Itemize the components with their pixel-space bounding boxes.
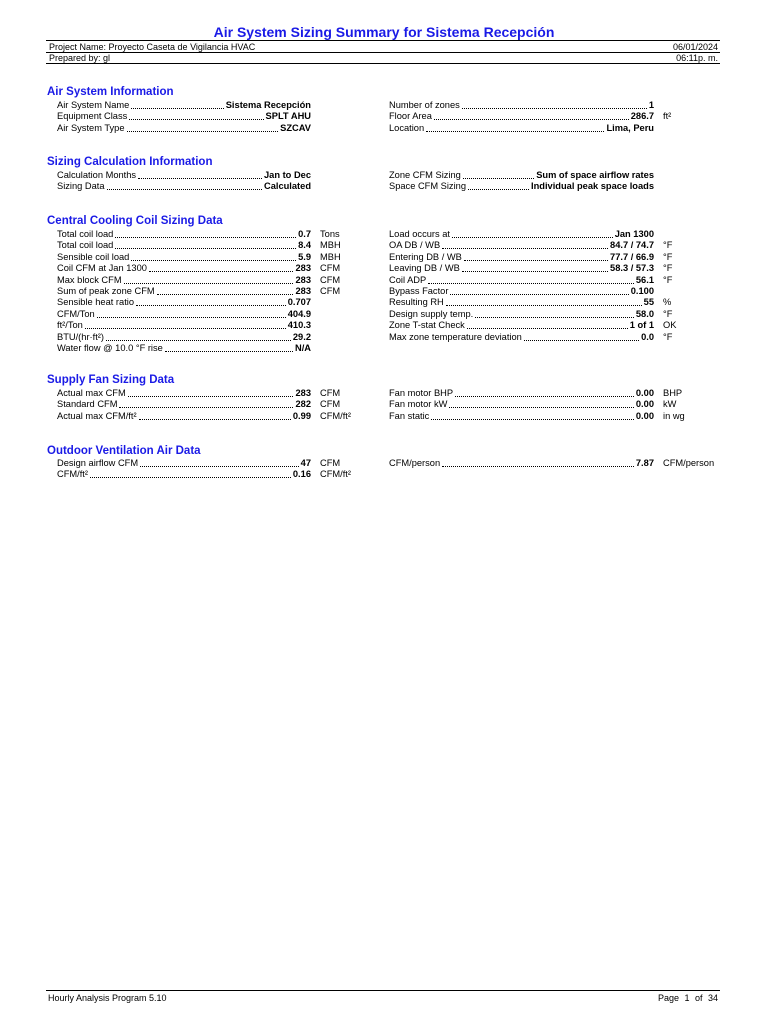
field-value: Sistema Recepción <box>225 100 311 110</box>
field-value: 56.1 <box>635 274 654 285</box>
air-system-left-row <box>57 123 311 134</box>
field-value: 283 <box>295 286 311 296</box>
dot-leader <box>90 477 291 478</box>
dot-leader <box>124 283 294 284</box>
dot-leader <box>524 340 639 341</box>
field-unit: CFM/person <box>663 458 715 468</box>
dot-leader <box>106 340 291 341</box>
supply-fan-left-row <box>57 411 311 422</box>
field-label: BTU/(hr·ft²) <box>57 331 104 342</box>
dot-leader <box>157 294 294 295</box>
sizing-calc-left-row <box>57 181 311 192</box>
cooling-coil-left-row <box>57 309 311 320</box>
sizing-calc-left-row <box>57 170 311 181</box>
field-label: Coil CFM at Jan 1300 <box>57 263 147 274</box>
dot-leader <box>131 108 223 109</box>
dot-leader <box>128 396 294 397</box>
cooling-coil-right-row <box>389 286 654 297</box>
field-label: Entering DB / WB <box>389 251 462 262</box>
dot-leader <box>136 305 286 306</box>
field-value: 0.100 <box>630 286 654 296</box>
field-unit: CFM <box>320 388 341 398</box>
field-label: Max block CFM <box>57 274 122 285</box>
field-label: Fan motor kW <box>389 399 448 410</box>
field-value: Individual peak space loads <box>531 181 654 192</box>
field-value: 7.87 <box>635 458 654 468</box>
air-system-right-row <box>389 111 654 122</box>
field-unit: BHP <box>663 388 683 398</box>
dot-leader <box>446 305 642 306</box>
field-value: 58.3 / 57.3 <box>610 263 654 274</box>
dot-leader <box>149 271 294 272</box>
field-unit: °F <box>663 274 673 285</box>
supply-fan-left-row <box>57 399 311 410</box>
section-title-air-system: Air System Information <box>47 86 174 98</box>
dot-leader <box>115 237 296 238</box>
field-label: Sum of peak zone CFM <box>57 286 155 296</box>
field-value: 283 <box>295 274 311 285</box>
dot-leader <box>455 396 634 397</box>
field-unit: CFM/ft² <box>320 410 351 421</box>
dot-leader <box>475 317 634 318</box>
section-title-supply-fan: Supply Fan Sizing Data <box>47 374 175 386</box>
cooling-coil-right-row <box>389 320 654 331</box>
cooling-coil-left-row <box>57 343 311 354</box>
field-label: Fan static <box>389 410 430 421</box>
field-unit: °F <box>663 331 673 342</box>
cooling-coil-left-row <box>57 229 311 240</box>
field-unit: °F <box>663 308 673 319</box>
project-name: Project Name: Proyecto Caseta de Vigilancia HVAC <box>49 42 256 52</box>
dot-leader <box>450 294 628 295</box>
field-value: 84.7 / 74.7 <box>610 240 654 251</box>
field-unit: MBH <box>320 240 341 251</box>
dot-leader <box>139 419 291 420</box>
field-label: Floor Area <box>389 111 432 122</box>
air-system-left-row <box>57 100 311 111</box>
air-system-right-row <box>389 123 654 134</box>
field-unit: CFM <box>320 458 341 468</box>
dot-leader <box>107 189 262 190</box>
field-label: Location <box>389 122 425 133</box>
dot-leader <box>127 131 279 132</box>
field-label: Zone T-stat Check <box>389 320 465 331</box>
field-label: Sensible heat ratio <box>57 297 135 308</box>
field-value: 404.9 <box>287 308 311 319</box>
field-value: 410.3 <box>287 320 311 331</box>
supply-fan-left-row <box>57 388 311 399</box>
dot-leader <box>468 189 529 190</box>
field-label: Zone CFM Sizing <box>389 170 461 180</box>
report-title: Air System Sizing Summary for Sistema Recepción <box>213 24 555 40</box>
field-label: Total coil load <box>57 229 114 239</box>
field-label: Design airflow CFM <box>57 458 139 468</box>
field-value: N/A <box>294 343 311 353</box>
field-unit: CFM <box>320 263 341 274</box>
dot-leader <box>463 178 534 179</box>
field-value: 0.0 <box>641 331 654 342</box>
field-label: Sizing Data <box>57 181 105 192</box>
field-value: 1 of 1 <box>629 320 654 331</box>
field-label: CFM/Ton <box>57 308 95 319</box>
cooling-coil-right-row <box>389 252 654 263</box>
field-unit: % <box>663 297 672 308</box>
field-value: 0.16 <box>292 469 311 480</box>
header-divider <box>46 52 720 53</box>
field-label: Coil ADP <box>389 274 427 285</box>
field-label: Actual max CFM <box>57 388 126 398</box>
field-value: 47 <box>300 458 311 468</box>
sizing-calc-right-row <box>389 170 654 181</box>
ventilation-left-row <box>57 458 311 469</box>
field-label: CFM/ft² <box>57 469 88 480</box>
field-value: Jan to Dec <box>263 170 311 180</box>
field-value: Calculated <box>263 181 311 192</box>
cooling-coil-left-row <box>57 297 311 308</box>
field-value: 283 <box>295 388 311 398</box>
dot-leader <box>428 283 634 284</box>
supply-fan-right-row <box>389 388 654 399</box>
ventilation-left-row <box>57 469 311 480</box>
field-label: Standard CFM <box>57 399 118 410</box>
dot-leader <box>426 131 604 132</box>
cooling-coil-right-row <box>389 297 654 308</box>
field-label: Leaving DB / WB <box>389 263 460 274</box>
dot-leader <box>452 237 613 238</box>
dot-leader <box>442 248 608 249</box>
field-value: 5.9 <box>298 251 311 262</box>
cooling-coil-left-row <box>57 275 311 286</box>
cooling-coil-left-row <box>57 286 311 297</box>
field-value: 58.0 <box>635 308 654 319</box>
field-value: 0.7 <box>298 229 311 239</box>
field-value: SZCAV <box>280 122 311 133</box>
dot-leader <box>462 271 608 272</box>
dot-leader <box>449 407 634 408</box>
field-value: Jan 1300 <box>614 229 654 239</box>
field-value: 286.7 <box>630 111 654 122</box>
air-system-right-row <box>389 100 654 111</box>
dot-leader <box>131 260 296 261</box>
dot-leader <box>85 328 286 329</box>
dot-leader <box>129 119 263 120</box>
field-unit: OK <box>663 320 677 331</box>
field-value: 55 <box>643 297 654 308</box>
field-unit: ft² <box>663 111 672 122</box>
field-label: OA DB / WB <box>389 240 441 251</box>
field-label: Max zone temperature deviation <box>389 331 522 342</box>
field-unit: CFM <box>320 399 341 410</box>
field-label: Sensible coil load <box>57 251 130 262</box>
program-name: Hourly Analysis Program 5.10 <box>48 993 167 1003</box>
report-time: 06:11p. m. <box>676 53 718 63</box>
report-header <box>46 40 720 64</box>
dot-leader <box>467 328 628 329</box>
dot-leader <box>165 351 293 352</box>
cooling-coil-right-row <box>389 240 654 251</box>
section-title-ventilation: Outdoor Ventilation Air Data <box>47 445 201 457</box>
dot-leader <box>464 260 608 261</box>
field-value: 8.4 <box>298 240 311 251</box>
field-value: 0.00 <box>635 410 654 421</box>
field-label: Resulting RH <box>389 297 444 308</box>
dot-leader <box>115 248 296 249</box>
field-unit: °F <box>663 263 673 274</box>
field-label: Calculation Months <box>57 170 137 180</box>
field-unit: kW <box>663 399 677 410</box>
field-label: Total coil load <box>57 240 114 251</box>
dot-leader <box>97 317 286 318</box>
section-title-sizing-calc: Sizing Calculation Information <box>47 156 213 168</box>
field-unit: CFM/ft² <box>320 469 351 480</box>
field-unit: °F <box>663 240 673 251</box>
dot-leader <box>431 419 634 420</box>
field-label: Air System Type <box>57 122 125 133</box>
dot-leader <box>462 108 647 109</box>
supply-fan-right-row <box>389 411 654 422</box>
field-value: SPLT AHU <box>265 111 311 122</box>
section-title-cooling-coil: Central Cooling Coil Sizing Data <box>47 215 223 227</box>
field-value: 0.707 <box>287 297 311 308</box>
field-value: 0.00 <box>635 388 654 398</box>
dot-leader <box>140 466 299 467</box>
field-value: Sum of space airflow rates <box>536 170 654 180</box>
field-label: Bypass Factor <box>389 286 449 296</box>
field-value: 0.99 <box>292 410 311 421</box>
field-label: Air System Name <box>57 100 130 110</box>
field-value: 1 <box>648 100 654 110</box>
field-label: Load occurs at <box>389 229 450 239</box>
prepared-by: Prepared by: gl <box>49 53 111 63</box>
cooling-coil-right-row <box>389 229 654 240</box>
field-unit: °F <box>663 251 673 262</box>
field-unit: Tons <box>320 229 340 239</box>
cooling-coil-right-row <box>389 309 654 320</box>
dot-leader <box>138 178 262 179</box>
cooling-coil-left-row <box>57 263 311 274</box>
field-label: ft²/Ton <box>57 320 83 331</box>
cooling-coil-left-row <box>57 252 311 263</box>
cooling-coil-left-row <box>57 332 311 343</box>
field-label: Water flow @ 10.0 °F rise <box>57 343 163 353</box>
field-value: 0.00 <box>635 399 654 410</box>
cooling-coil-left-row <box>57 240 311 251</box>
field-value: 283 <box>295 263 311 274</box>
sizing-calc-right-row <box>389 181 654 192</box>
cooling-coil-left-row <box>57 320 311 331</box>
air-system-left-row <box>57 111 311 122</box>
field-label: Number of zones <box>389 100 460 110</box>
field-unit: MBH <box>320 251 341 262</box>
field-label: Fan motor BHP <box>389 388 454 398</box>
field-label: Actual max CFM/ft² <box>57 410 137 421</box>
field-label: Equipment Class <box>57 111 128 122</box>
ventilation-right-row <box>389 458 654 469</box>
report-date: 06/01/2024 <box>672 42 718 52</box>
field-value: 77.7 / 66.9 <box>610 251 654 262</box>
dot-leader <box>119 407 293 408</box>
field-label: Design supply temp. <box>389 308 474 319</box>
field-unit: CFM <box>320 274 341 285</box>
cooling-coil-right-row <box>389 263 654 274</box>
report-footer <box>46 990 720 1003</box>
field-value: Lima, Peru <box>606 122 654 133</box>
field-value: 29.2 <box>292 331 311 342</box>
field-label: Space CFM Sizing <box>389 181 466 192</box>
field-unit: in wg <box>663 410 685 421</box>
field-value: 282 <box>295 399 311 410</box>
dot-leader <box>442 466 634 467</box>
cooling-coil-right-row <box>389 275 654 286</box>
field-unit: CFM <box>320 286 341 296</box>
page-number: Page 1 of 34 <box>657 993 718 1003</box>
supply-fan-right-row <box>389 399 654 410</box>
field-label: CFM/person <box>389 458 441 468</box>
dot-leader <box>434 119 629 120</box>
cooling-coil-right-row <box>389 332 654 343</box>
